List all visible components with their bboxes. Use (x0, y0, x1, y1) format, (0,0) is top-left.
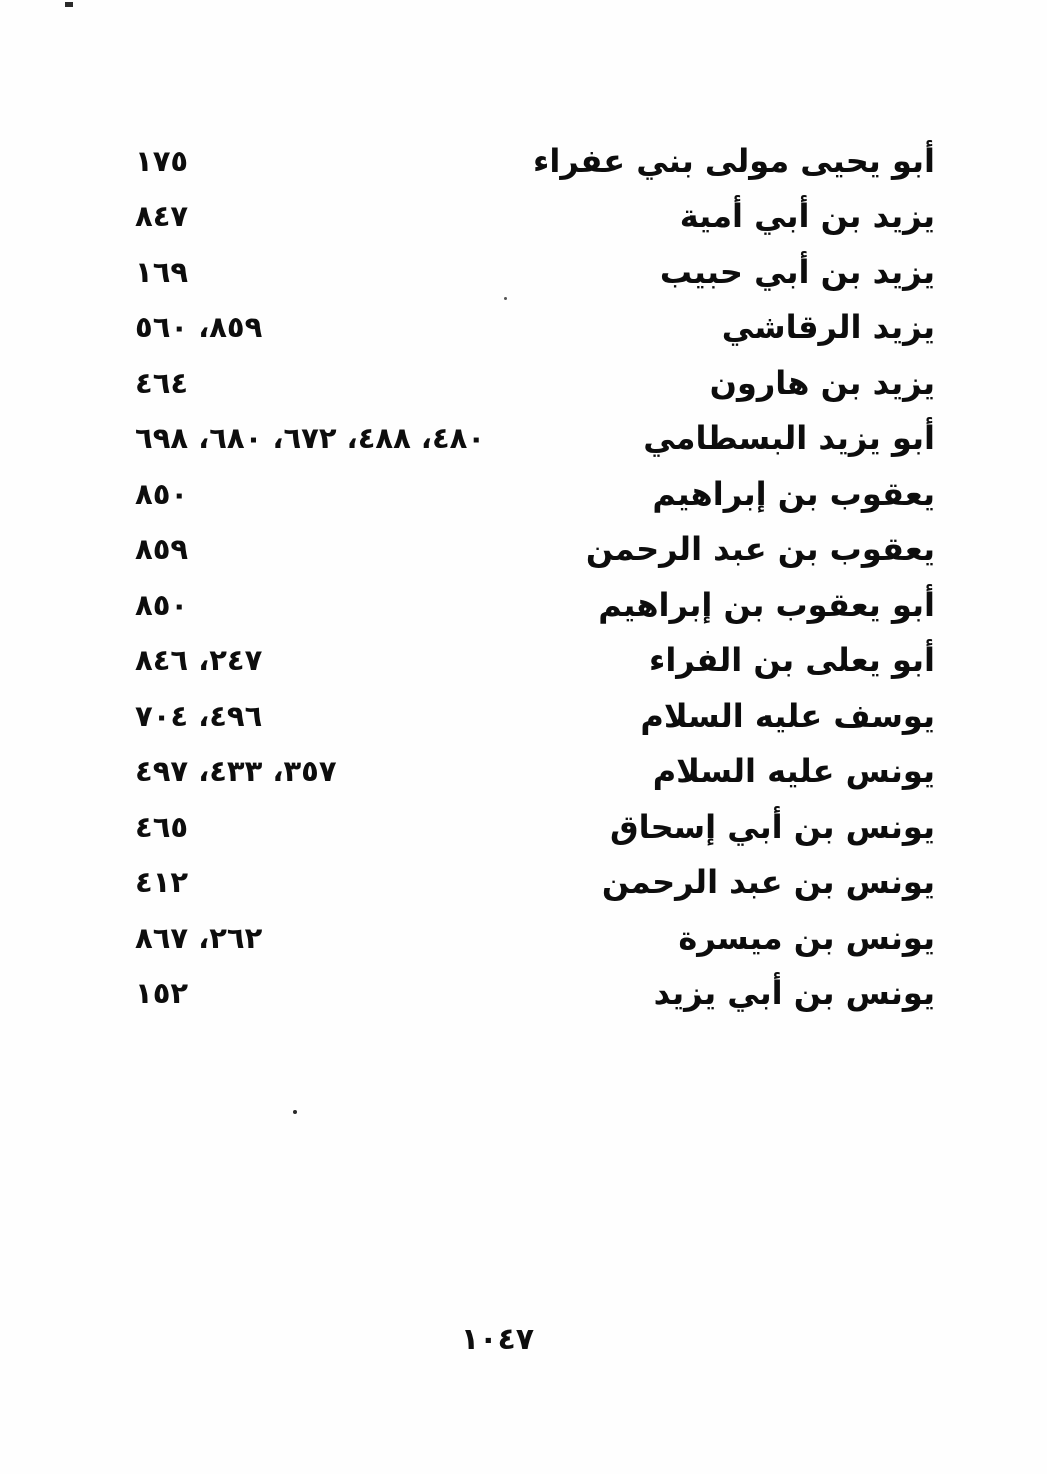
entry-name: يزيد بن أبي أمية (679, 197, 935, 236)
entry-name: يزيد بن هارون (709, 363, 935, 402)
entry-page-numbers: ٢٦٢، ٨٦٧ (135, 920, 263, 955)
index-entry-row (0, 355, 1047, 411)
entry-name: يونس بن ميسرة (678, 918, 935, 957)
entry-name: يزيد بن أبي حبيب (659, 252, 935, 291)
entry-name: يزيد الرقاشي (721, 308, 935, 347)
entry-page-numbers: ٣٥٧، ٤٣٣، ٤٩٧ (135, 754, 337, 789)
index-entry-row (0, 910, 1047, 966)
entry-name: يونس بن أبي يزيد (653, 974, 935, 1013)
entry-name: أبو يعقوب بن إبراهيم (598, 585, 935, 624)
entry-page-numbers: ٤١٢ (135, 865, 189, 900)
index-entry-row (0, 300, 1047, 356)
index-entry-row (0, 189, 1047, 245)
entry-page-numbers: ٨٤٧ (135, 199, 189, 234)
entry-page-numbers: ٤٦٥ (135, 809, 189, 844)
entry-page-numbers: ٨٥٩، ٥٦٠ (135, 310, 263, 345)
index-entry-row (0, 133, 1047, 189)
index-entry-row (0, 411, 1047, 467)
entry-name: أبو يزيد البسطامي (643, 419, 935, 458)
index-entry-row (0, 966, 1047, 1022)
page-number: ١٠٤٧ (460, 1322, 535, 1357)
scan-speck (65, 2, 73, 7)
entry-page-numbers: ١٥٢ (135, 976, 189, 1011)
entry-name: يونس بن أبي إسحاق (609, 807, 935, 846)
entry-name: يعقوب بن إبراهيم (652, 474, 935, 513)
index-entry-row (0, 244, 1047, 300)
entry-page-numbers: ٨٥٠ (135, 476, 189, 511)
index-entry-row (0, 744, 1047, 800)
entry-page-numbers: ٤٦٤ (135, 365, 189, 400)
entry-name: أبو يعلى بن الفراء (648, 641, 935, 680)
index-entry-row (0, 633, 1047, 689)
entry-page-numbers: ٤٨٠، ٤٨٨، ٦٧٢، ٦٨٠، ٦٩٨ (135, 421, 486, 456)
index-entry-row (0, 799, 1047, 855)
scan-speck (504, 297, 507, 300)
index-entry-row (0, 466, 1047, 522)
entry-page-numbers: ١٦٩ (135, 254, 189, 289)
index-entry-row (0, 855, 1047, 911)
index-entry-row (0, 577, 1047, 633)
scan-speck (293, 1110, 297, 1114)
entry-page-numbers: ٢٤٧، ٨٤٦ (135, 643, 263, 678)
entry-name: يونس بن عبد الرحمن (601, 863, 935, 902)
entry-name: يعقوب بن عبد الرحمن (585, 530, 935, 569)
index-list (0, 133, 1047, 1021)
entry-name: يوسف عليه السلام (640, 696, 935, 735)
entry-page-numbers: ٨٥٩ (135, 532, 189, 567)
entry-name: أبو يحيى مولى بني عفراء (533, 141, 935, 180)
entry-page-numbers: ٤٩٦، ٧٠٤ (135, 698, 263, 733)
index-entry-row (0, 688, 1047, 744)
index-entry-row (0, 522, 1047, 578)
entry-name: يونس عليه السلام (652, 752, 935, 791)
entry-page-numbers: ٨٥٠ (135, 587, 189, 622)
entry-page-numbers: ١٧٥ (135, 143, 189, 178)
